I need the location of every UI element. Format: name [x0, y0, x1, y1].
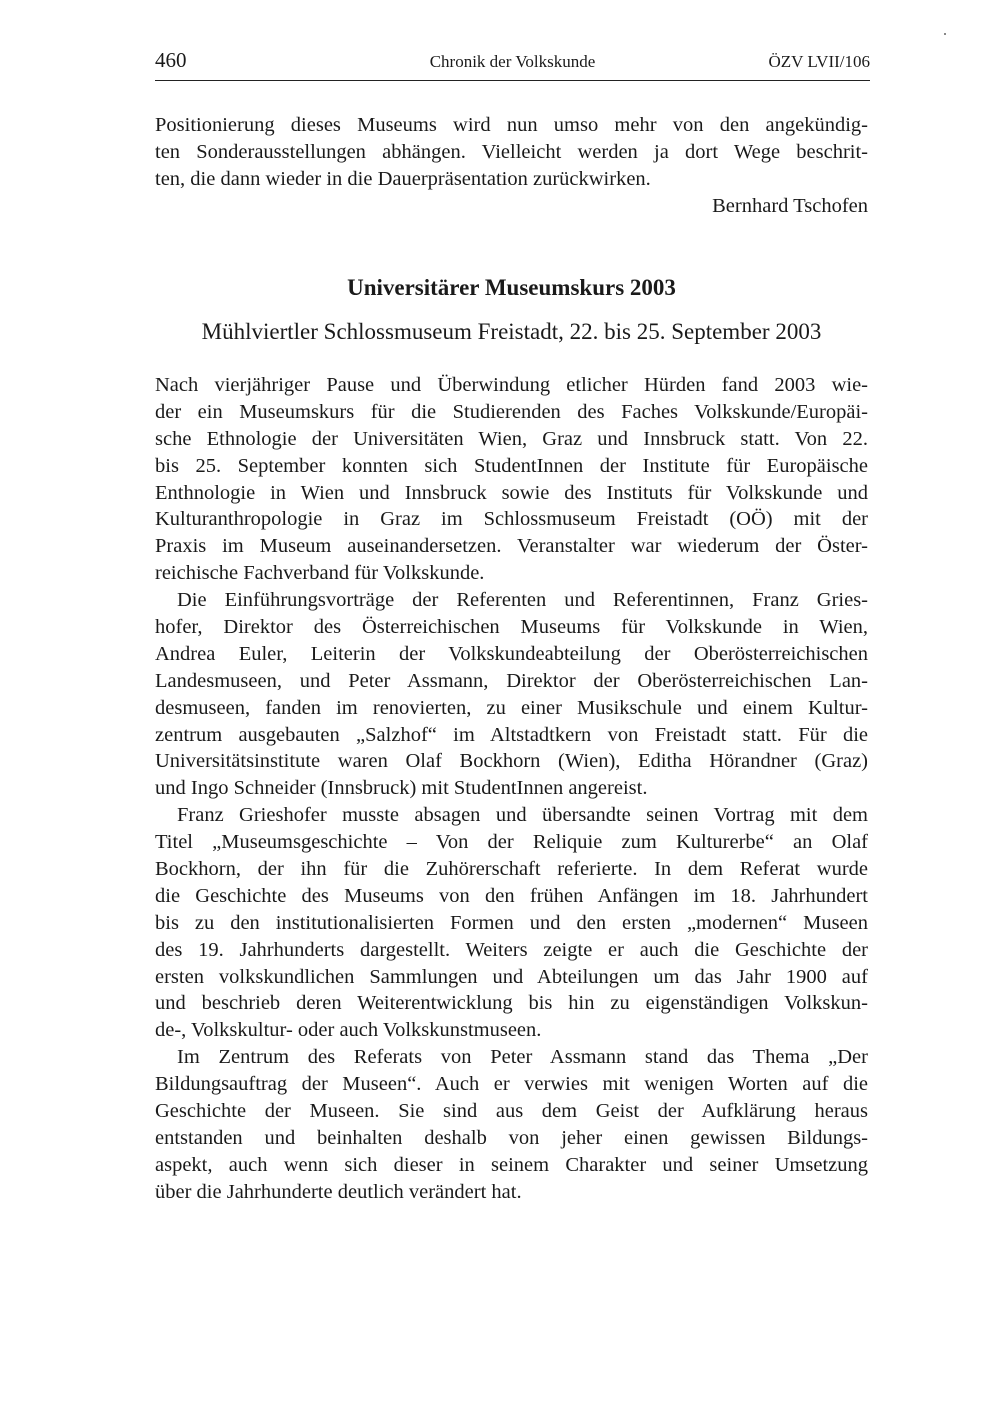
scan-speck [944, 33, 946, 35]
paragraph [155, 587, 868, 802]
paragraph [155, 802, 868, 1044]
text-line: des 19. Jahrhunderts dargestellt. Weiters zeigte er auch die Geschichte der [155, 938, 868, 961]
text-line: die Geschichte des Museums von den frühen Anfängen im 18. Jahrhundert [155, 884, 868, 907]
text-line: aspekt, auch wenn sich dieser in seinem Charakter und seiner Umsetzung [155, 1153, 868, 1176]
text-line: reichische Fachverband für Volkskunde. [155, 562, 485, 585]
text-line: Universitätsinstitute waren Olaf Bockhorn (Wien), Editha Hörandner (Graz) [155, 750, 868, 773]
article-body [155, 372, 868, 1206]
text-line: Bockhorn, der ihn für die Zuhörerschaft referierte. In dem Referat wurde [155, 858, 868, 881]
text-line: Geschichte der Museen. Sie sind aus dem Geist der Aufklärung heraus [155, 1100, 868, 1123]
text-line: Die Einführungsvorträge der Referenten und Referentinnen, Franz Gries- [177, 589, 868, 612]
text-line: hofer, Direktor des Österreichischen Museums für Volkskunde in Wien, [155, 616, 868, 639]
text-line: Kulturanthropologie in Graz im Schlossmuseum Freistadt (OÖ) mit der [155, 508, 868, 531]
text-line: und Ingo Schneider (Innsbruck) mit StudentInnen angereist. [155, 777, 648, 800]
section-title: Chronik der Volkskunde [429, 52, 596, 71]
text-line: ten Sonderausstellungen abhängen. Vielleicht werden ja dort Wege beschrit- [155, 140, 868, 163]
text-line: de-, Volkskultur- oder auch Volkskunstmuseen. [155, 1019, 542, 1042]
text-line: bis 25. September konnten sich StudentInnen der Institute für Europäische [155, 454, 868, 477]
page-number: 460 [155, 48, 187, 72]
paragraph [155, 1044, 868, 1205]
text-line: desmuseen, fanden im renovierten, zu einer Musikschule und einem Kultur- [155, 696, 868, 719]
journal-issue: ÖZV LVII/106 [768, 52, 870, 71]
previous-article-ending [155, 112, 868, 220]
text-line: Nach vierjähriger Pause und Überwindung etlicher Hürden fand 2003 wie- [155, 374, 868, 396]
text-line: Praxis im Museum auseinandersetzen. Veranstalter war wiederum der Öster- [155, 535, 868, 558]
text-line: Titel „Museumsgeschichte – Von der Reliquie zum Kulturerbe“ an Olaf [155, 831, 868, 854]
author-signature: Bernhard Tschofen [712, 194, 868, 217]
text-line: der ein Museumskurs für die Studierenden des Faches Volkskunde/Europäi- [155, 400, 868, 423]
text-line: über die Jahrhunderte deutlich verändert hat. [155, 1180, 522, 1203]
text-line: Im Zentrum des Referats von Peter Assmann stand das Thema „Der [177, 1046, 868, 1069]
text-line: Enthnologie in Wien und Innsbruck sowie des Instituts für Volkskunde und [155, 481, 868, 504]
text-line: Landesmuseen, und Peter Assmann, Direktor der Oberösterreichischen Lan- [155, 669, 868, 692]
article-title: Universitärer Museumskurs 2003 [347, 275, 676, 300]
running-header [155, 48, 870, 76]
text-line: Bildungsauftrag der Museen“. Auch er verwies mit wenigen Worten auf die [155, 1073, 868, 1096]
paragraph [155, 372, 868, 587]
text-line: Positionierung dieses Museums wird nun umso mehr von den angekündig- [155, 114, 868, 136]
text-line: zentrum ausgebauten „Salzhof“ im Altstadtkern von Freistadt statt. Für die [155, 723, 868, 746]
text-line: entstanden und beinhalten deshalb von jeher einen gewissen Bildungs- [155, 1126, 868, 1149]
text-line: Franz Grieshofer musste absagen und übersandte seinen Vortrag mit dem [177, 804, 868, 827]
header-rule [155, 80, 870, 81]
article-subtitle: Mühlviertler Schlossmuseum Freistadt, 22. bis 25. September 2003 [201, 319, 822, 344]
text-line: Andrea Euler, Leiterin der Volkskundeabteilung der Oberösterreichischen [155, 642, 868, 665]
text-line: bis zu den institutionalisierten Formen und den ersten „modernen“ Museen [155, 911, 868, 934]
text-line: ten, die dann wieder in die Dauerpräsentation zurückwirken. [155, 167, 651, 190]
text-line: sche Ethnologie der Universitäten Wien, Graz und Innsbruck statt. Von 22. [155, 427, 868, 450]
text-line: und beschrieb deren Weiterentwicklung bis hin zu eigenständigen Volkskun- [155, 992, 868, 1015]
text-line: ersten volkskundlichen Sammlungen und Abteilungen um das Jahr 1900 auf [155, 965, 868, 988]
